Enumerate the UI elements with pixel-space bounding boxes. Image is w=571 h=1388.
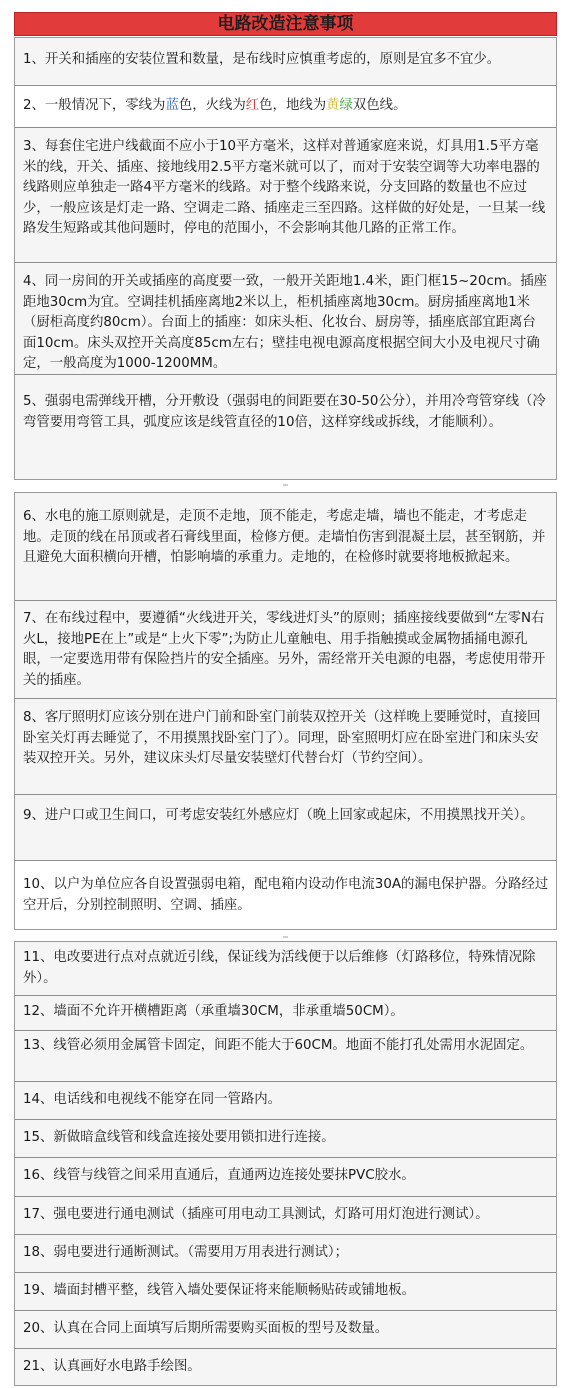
notes-block-2	[14, 492, 557, 930]
divider	[283, 936, 288, 938]
item-text: 19、墙面封槽平整，线管入墙处要保证将来能顺畅贴砖或铺地板。	[23, 1283, 415, 1298]
item-text: 10、以户为单位应各自设置强弱电箱，配电箱内设动作电流30A的漏电保护器。分路经过空开后，分别控制照明、空调、插座。	[23, 877, 549, 913]
item-text: 5、强弱电需弹线开槽，分开敷设（强弱电的间距要在30-50公分），并用冷弯管穿线（冷弯管要用弯管工具，弧度应该是线管直径的10倍，这样穿线或拆线，才能顺利）。	[23, 394, 546, 430]
green-word: 绿	[339, 98, 353, 113]
item-text: 8、客厅照明灯应该分别在进户门前和卧室门前装双控开关（这样晚上要睡觉时，直接回卧室关灯再去睡觉了，不用摸黑找卧室门了）。同理，卧室照明灯应在卧室进门和床头安装双控开关。另外，建议床头灯尽量安装壁灯代替台灯（节约空间）。	[23, 710, 541, 766]
list-item	[15, 493, 556, 601]
list-item	[15, 263, 556, 375]
yellow-word: 黄	[326, 98, 340, 113]
list-item	[15, 1197, 556, 1235]
item-text: 21、认真画好水电路手绘图。	[23, 1359, 201, 1374]
list-item	[15, 86, 556, 128]
item-text: 7、在布线过程中，要遵循“火线进开关，零线进灯头”的原则；插座接线要做到“左零N右火L，接地PE在上”或是“上火下零”;为防止儿童触电、用手指触摸或金属物插捅电源孔眼，一定要选用带有保险挡片的安全插座。另外，需经常开关电源的电器，考虑使用带开关的插座。	[23, 611, 546, 688]
item-text: 2、一般情况下，零线为蓝色，火线为红色，地线为黄绿双色线。	[23, 98, 407, 113]
item-text: 3、每套住宅进户线截面不应小于10平方毫米，这样对普通家庭来说，灯具用1.5平方毫米的线，开关、插座、接地线用2.5平方毫米就可以了，而对于安装空调等大功率电器的线路则应单独走一路4平方毫米的线路。对于整个线路来说，分支回路的数量也不应过少，一般应该是灯走一路、空调走二路、插座走三至四路。这样做的好处是，一旦某一线路发生短路或其他问题时，停电的范围小，不会影响其他几路的正常工作。	[23, 139, 546, 236]
list-item	[15, 1235, 556, 1273]
list-item	[15, 1120, 556, 1158]
item-text: 18、弱电要进行通断测试。（需要用万用表进行测试）；	[23, 1245, 349, 1260]
list-item	[15, 1349, 556, 1385]
list-item	[15, 601, 556, 699]
list-item	[15, 861, 556, 929]
notes-block-3	[14, 941, 557, 1386]
item-text: 14、电话线和电视线不能穿在同一管路内。	[23, 1092, 282, 1107]
page-title: 电路改造注意事项	[14, 12, 557, 36]
item-text: 1、开关和插座的安装位置和数量，是布线时应慎重考虑的，原则是宜多不宜少。	[23, 52, 501, 67]
list-item	[15, 699, 556, 795]
list-item	[15, 128, 556, 263]
notes-block-1	[14, 37, 557, 480]
list-item	[15, 795, 556, 861]
red-word: 红	[245, 98, 260, 113]
list-item	[15, 996, 556, 1031]
divider	[283, 484, 288, 486]
item-text: 4、同一房间的开关或插座的高度要一致，一般开关距地1.4米，距门框15~20cm。插座距地30cm为宜。空调挂机插座离地2米以上，柜机插座离地30cm。厨房插座离地1米（厨柜高度约80cm）。台面上的插座：如床头柜、化妆台、厨房等，插座底部宜距离台面10cm。床头双控开关高度85cm左右；壁挂电视电源高度根据空间大小及电视尺寸确定，一般高度为1000-1200MM。	[23, 274, 548, 371]
list-item	[15, 942, 556, 996]
list-item	[15, 1031, 556, 1082]
item-text: 11、电改要进行点对点就近引线，保证线为活线便于以后维修（灯路移位，特殊情况除外）。	[23, 950, 536, 986]
list-item	[15, 1273, 556, 1311]
item-text: 15、新做暗盒线管和线盒连接处要用锁扣进行连接。	[23, 1130, 335, 1145]
item-text: 12、墙面不允许开横槽距离（承重墙30CM，非承重墙50CM）。	[23, 1004, 404, 1019]
list-item	[15, 1158, 556, 1197]
item-text: 16、线管与线管之间采用直通后，直通两边连接处要抹PVC胶水。	[23, 1168, 415, 1183]
list-item	[15, 375, 556, 479]
item-text: 6、水电的施工原则就是，走顶不走地，顶不能走，考虑走墙，墙也不能走，才考虑走地。走顶的线在吊顶或者石膏线里面，检修方便。走墙怕伤害到混凝土层，甚至钢筋，并且避免大面积横向开槽，怕影响墙的承重力。走地的，在检修时就要将地板掀起来。	[23, 509, 546, 565]
item-text: 13、线管必须用金属管卡固定，间距不能大于60CM。地面不能打孔处需用水泥固定。	[23, 1038, 534, 1053]
list-item	[15, 38, 556, 86]
list-item	[15, 1311, 556, 1349]
item-text: 17、强电要进行通电测试（插座可用电动工具测试，灯路可用灯泡进行测试）。	[23, 1207, 489, 1222]
item-text: 20、认真在合同上面填写后期所需要购买面板的型号及数量。	[23, 1321, 389, 1336]
item-text: 9、进户口或卫生间口，可考虑安装红外感应灯（晚上回家或起床，不用摸黑找开关）。	[23, 808, 534, 823]
list-item	[15, 1082, 556, 1120]
blue-word: 蓝	[165, 98, 179, 113]
